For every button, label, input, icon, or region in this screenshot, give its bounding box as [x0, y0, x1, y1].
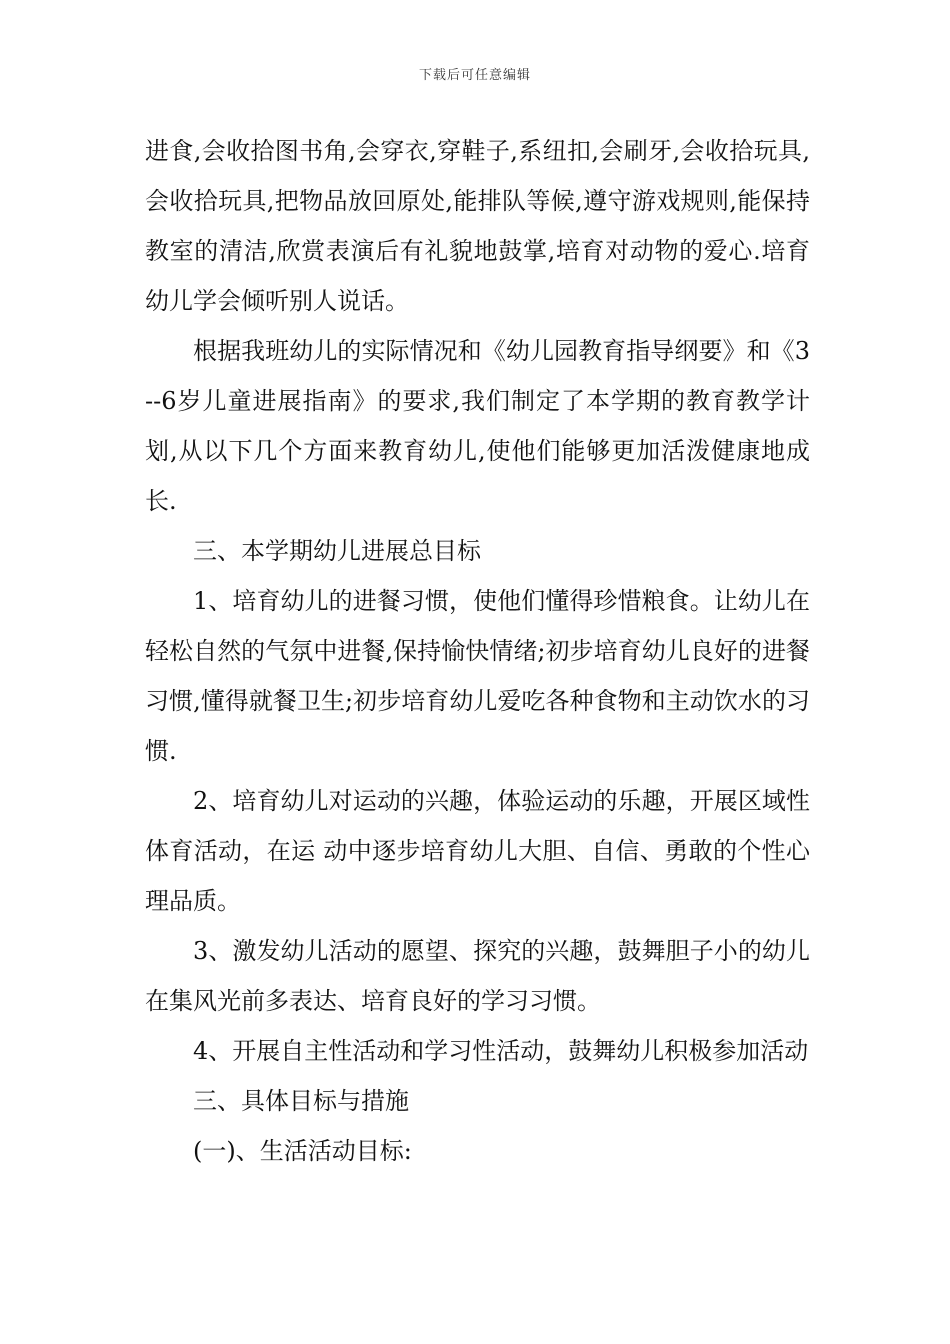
section-heading-measures: 三、具体目标与措施	[193, 1087, 409, 1115]
paragraph-2: 根据我班幼儿的实际情况和《幼儿园教育指导纲要》和《3--6岁儿童进展指南》的要求,我们制定了本学期的教育教学计划,从以下几个方面来教育幼儿,使他们能够更加活泼健康地成长.	[145, 337, 810, 515]
page-header: 下载后可任意编辑	[418, 68, 531, 83]
goal-item-3: 3、激发幼儿活动的愿望、探究的兴趣，鼓舞胆子小的幼儿在集风光前多表达、培育良好的学习习惯。	[145, 937, 810, 1015]
section-heading-goals: 三、本学期幼儿进展总目标	[193, 537, 481, 565]
paragraph-1: 进食,会收拾图书角,会穿衣,穿鞋子,系纽扣,会刷牙,会收拾玩具,会收拾玩具,把物品放回原处,能排队等候,遵守游戏规则,能保持教室的清洁,欣赏表演后有礼貌地鼓掌,培育对动物的爱心.培育幼儿学会倾听别人说话。	[145, 137, 810, 315]
goal-item-1: 1、培育幼儿的进餐习惯，使他们懂得珍惜粮食。让幼儿在轻松自然的气氛中进餐,保持愉快情绪;初步培育幼儿良好的进餐习惯,懂得就餐卫生;初步培育幼儿爱吃各种食物和主动饮水的习惯.	[145, 587, 810, 765]
document-body	[145, 126, 810, 1176]
subsection-heading-life-activities: (一)、生活活动目标:	[193, 1137, 412, 1165]
goal-item-2: 2、培育幼儿对运动的兴趣，体验运动的乐趣，开展区域性体育活动，在运 动中逐步培育幼儿大胆、自信、勇敢的个性心理品质。	[145, 787, 810, 915]
goal-item-4: 4、开展自主性活动和学习性活动，鼓舞幼儿积极参加活动	[193, 1037, 809, 1065]
